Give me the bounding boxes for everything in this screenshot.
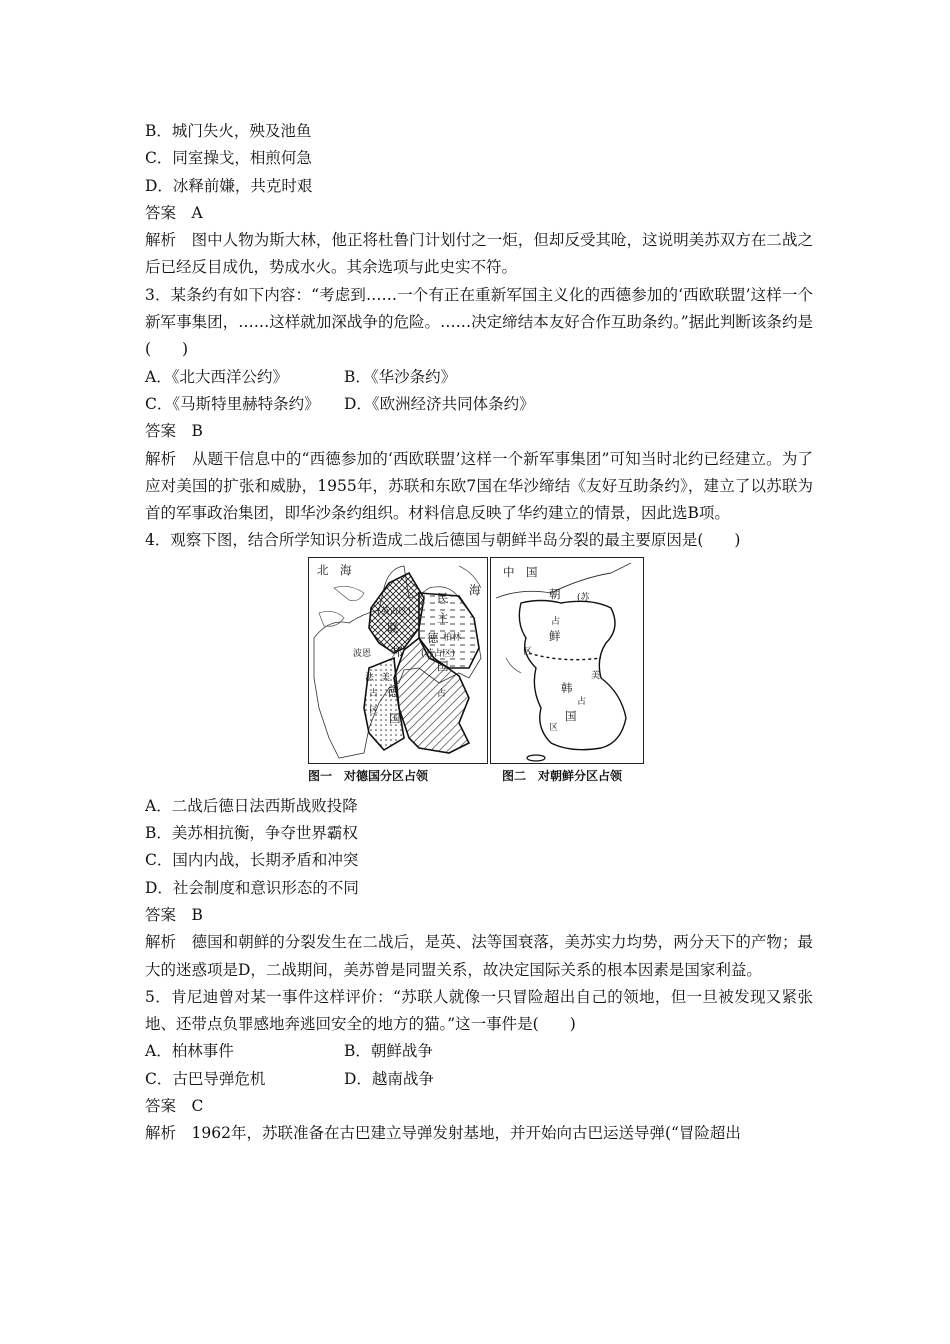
- qu-k-label: 区: [523, 646, 533, 657]
- mei-k-label: 美: [591, 670, 601, 681]
- min-label: 民: [437, 590, 449, 605]
- guo-k-label: 国: [565, 708, 577, 723]
- zhan-label: 占: [369, 688, 379, 699]
- q3-answer: 答案 B: [145, 422, 203, 441]
- q4-stem: 4．观察下图，结合所学知识分析造成二战后德国与朝鲜半岛分裂的最主要原因是( ): [145, 531, 741, 550]
- germany-occupation-map: [308, 557, 488, 764]
- q3-options-row1: [145, 364, 813, 391]
- soviet-zone-label: (苏占区): [421, 648, 456, 659]
- su-label: (苏: [577, 592, 590, 603]
- q5-option-b: B．朝鲜战争: [344, 1042, 433, 1061]
- bonn-label: 波恩: [353, 648, 372, 659]
- korea-map-drawing: [491, 558, 643, 763]
- zhan2-label: 占: [577, 696, 587, 707]
- q2-option-c: C．同室操戈，相煎何急: [145, 149, 312, 168]
- q5-option-c: C．古巴导弹危机: [145, 1069, 266, 1088]
- q5-options-row1: [145, 1038, 813, 1065]
- q3-analysis: 解析 从题干信息中的“西德参加的‘西欧联盟’这样一个新军事集团”可知当时北约已经建立。为了应对美国的扩张和威胁，1955年，苏联和东欧7国在华沙缔结《友好互助条约》，建立了以苏联为首的军事政治集团，即华沙条约组织。材料信息反映了华约建立的情景，因此选B项。: [145, 449, 813, 523]
- han-label: 韩: [561, 680, 573, 695]
- uk-zone-label: (英占区): [377, 606, 412, 617]
- fa-label: 法: [365, 672, 375, 683]
- de-label: 德: [427, 630, 439, 645]
- qu2-label: 区: [549, 722, 559, 733]
- q5-option-a: A．柏林事件: [145, 1042, 234, 1061]
- q4-option-b: B．美苏相抗衡，争夺世界霸权: [145, 824, 358, 843]
- germany-map-drawing: [309, 558, 487, 763]
- berlin-label: 柏林: [443, 632, 462, 643]
- q4-figure: [145, 557, 813, 787]
- q3-stem: 3．某条约有如下内容：“考虑到……一个有正在重新军国主义化的西德参加的‘西欧联盟’这样一个新军事集团，……这样就加深战争的危险。……决定缔结本友好合作互助条约。”据此判断该条约是( ): [145, 285, 813, 359]
- q3-option-d: D．《欧洲经济共同体条约》: [344, 394, 535, 413]
- q2-analysis: 解析 图中人物为斯大林，他正将杜鲁门计划付之一炬，但却反受其呛，这说明美苏双方在二战之后已经反目成仇，势成水火。其余选项与此史实不符。: [145, 231, 813, 277]
- q5-analysis: 解析 1962年，苏联准备在古巴建立导弹发射基地，并开始向古巴运送导弹(“冒险超出: [145, 1124, 741, 1143]
- lian-label: 联: [387, 620, 399, 635]
- zhan-k-label: 占: [551, 616, 561, 627]
- q5-answer: 答案 C: [145, 1097, 204, 1116]
- q3-options-row2: [145, 391, 813, 418]
- sea-label: 海: [469, 582, 481, 597]
- q3-option-c: C．《马斯特里赫特条约》: [145, 394, 320, 413]
- q2-option-d: D．冰释前嫌，共克时艰: [145, 176, 313, 195]
- q2-option-b: B．城门失火，殃及池鱼: [145, 122, 312, 140]
- fig2-caption: 图二 对朝鲜分区占领: [502, 768, 623, 783]
- q5-options-row2: [145, 1066, 813, 1093]
- fig1-caption: 图一 对德国分区占领: [308, 768, 429, 783]
- qu-label: 区: [369, 705, 379, 716]
- chao-label: 朝: [549, 586, 561, 601]
- korea-occupation-map: [490, 557, 644, 764]
- q3-option-a: A．《北大西洋公约》: [145, 367, 288, 386]
- document-page: [145, 118, 813, 1148]
- china-label: 中 国: [503, 564, 538, 579]
- north-sea-label: 北 海: [317, 562, 352, 577]
- bang-label: 邦: [391, 644, 403, 659]
- q4-analysis: 解析 德国和朝鲜的分裂发生在二战后，是英、法等国衰落，美苏实力均势，两分天下的产物；最大的迷惑项是D，二战期间，美苏曾是同盟关系，故决定国际关系的根本因素是国家利益。: [145, 933, 813, 979]
- gu-label: 占: [437, 688, 447, 699]
- zhu-label: 主: [437, 610, 449, 625]
- xian-label: 鲜: [549, 628, 561, 643]
- q4-answer: 答案 B: [145, 905, 203, 924]
- q3-option-b: B．《华沙条约》: [344, 367, 457, 386]
- q2-answer: 答案 A: [145, 203, 203, 222]
- q4-option-c: C．国内内战，长期矛盾和冲突: [145, 851, 359, 870]
- q4-option-a: A．二战后德日法西斯战败投降: [145, 796, 358, 815]
- mei-label: 美: [381, 672, 391, 683]
- q4-option-d: D．社会制度和意识形态的不同: [145, 878, 359, 897]
- guo-label: 国: [437, 658, 449, 673]
- q5-option-d: D．越南战争: [344, 1069, 434, 1088]
- guo2-label: 国: [389, 710, 401, 725]
- q5-stem: 5．肯尼迪曾对某一事件这样评价：“苏联人就像一只冒险超出自己的领地，但一旦被发现又紧张地、还带点负罪感地奔逃回安全的地方的猫。”这一事件是( ): [145, 987, 813, 1034]
- de2-label: 德: [387, 684, 399, 699]
